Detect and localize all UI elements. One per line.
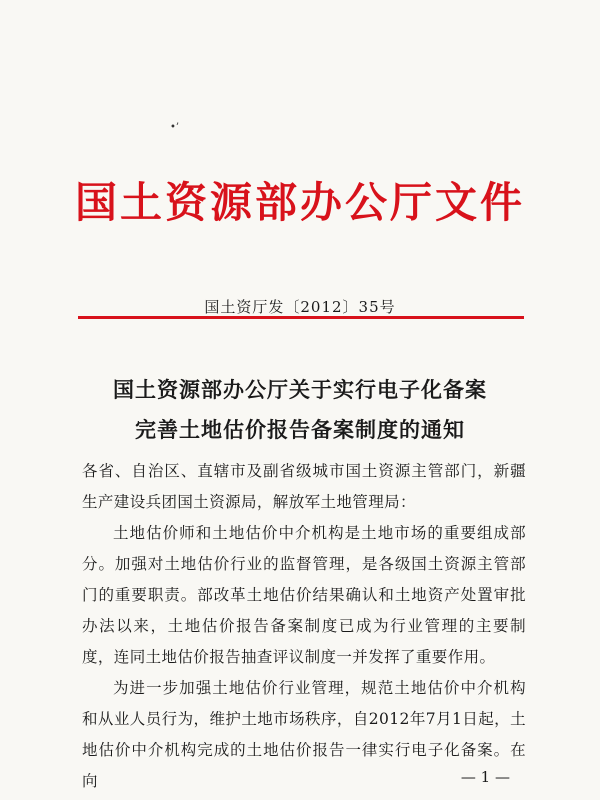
notice-title-line-2: 完善土地估价报告备案制度的通知 (135, 418, 465, 442)
page-number: — 1 — (460, 768, 510, 786)
body-paragraph-2: 为进一步加强土地估价行业管理，规范土地估价中介机构和从业人员行为，维护土地市场秩序，自2012年7月1日起，土地估价中介机构完成的土地估价报告一律实行电子化备案。在向 (82, 679, 526, 790)
notice-title-line-1: 国土资源部办公厅关于实行电子化备案 (113, 378, 487, 402)
issuer-header: 国土资源部办公厅文件 (74, 178, 525, 227)
document-number: 国土资厅发〔2012〕35号 (204, 298, 396, 316)
addressees-paragraph: 各省、自治区、直辖市及副省级城市国土资源主管部门，新疆生产建设兵团国土资源局，解放军土地管理局： (82, 462, 526, 511)
document-body (82, 456, 526, 797)
red-divider-line (78, 316, 524, 319)
scan-speck: •’ (170, 122, 180, 133)
body-paragraph-1: 土地估价师和土地估价中介机构是土地市场的重要组成部分。加强对土地估价行业的监督管理，是各级国土资源主管部门的重要职责。部改革土地估价结果确认和土地资产处置审批办法以来，土地估价报告备案制度已成为行业管理的主要制度，连同土地估价报告抽查评议制度一并发挥了重要作用。 (82, 524, 526, 666)
